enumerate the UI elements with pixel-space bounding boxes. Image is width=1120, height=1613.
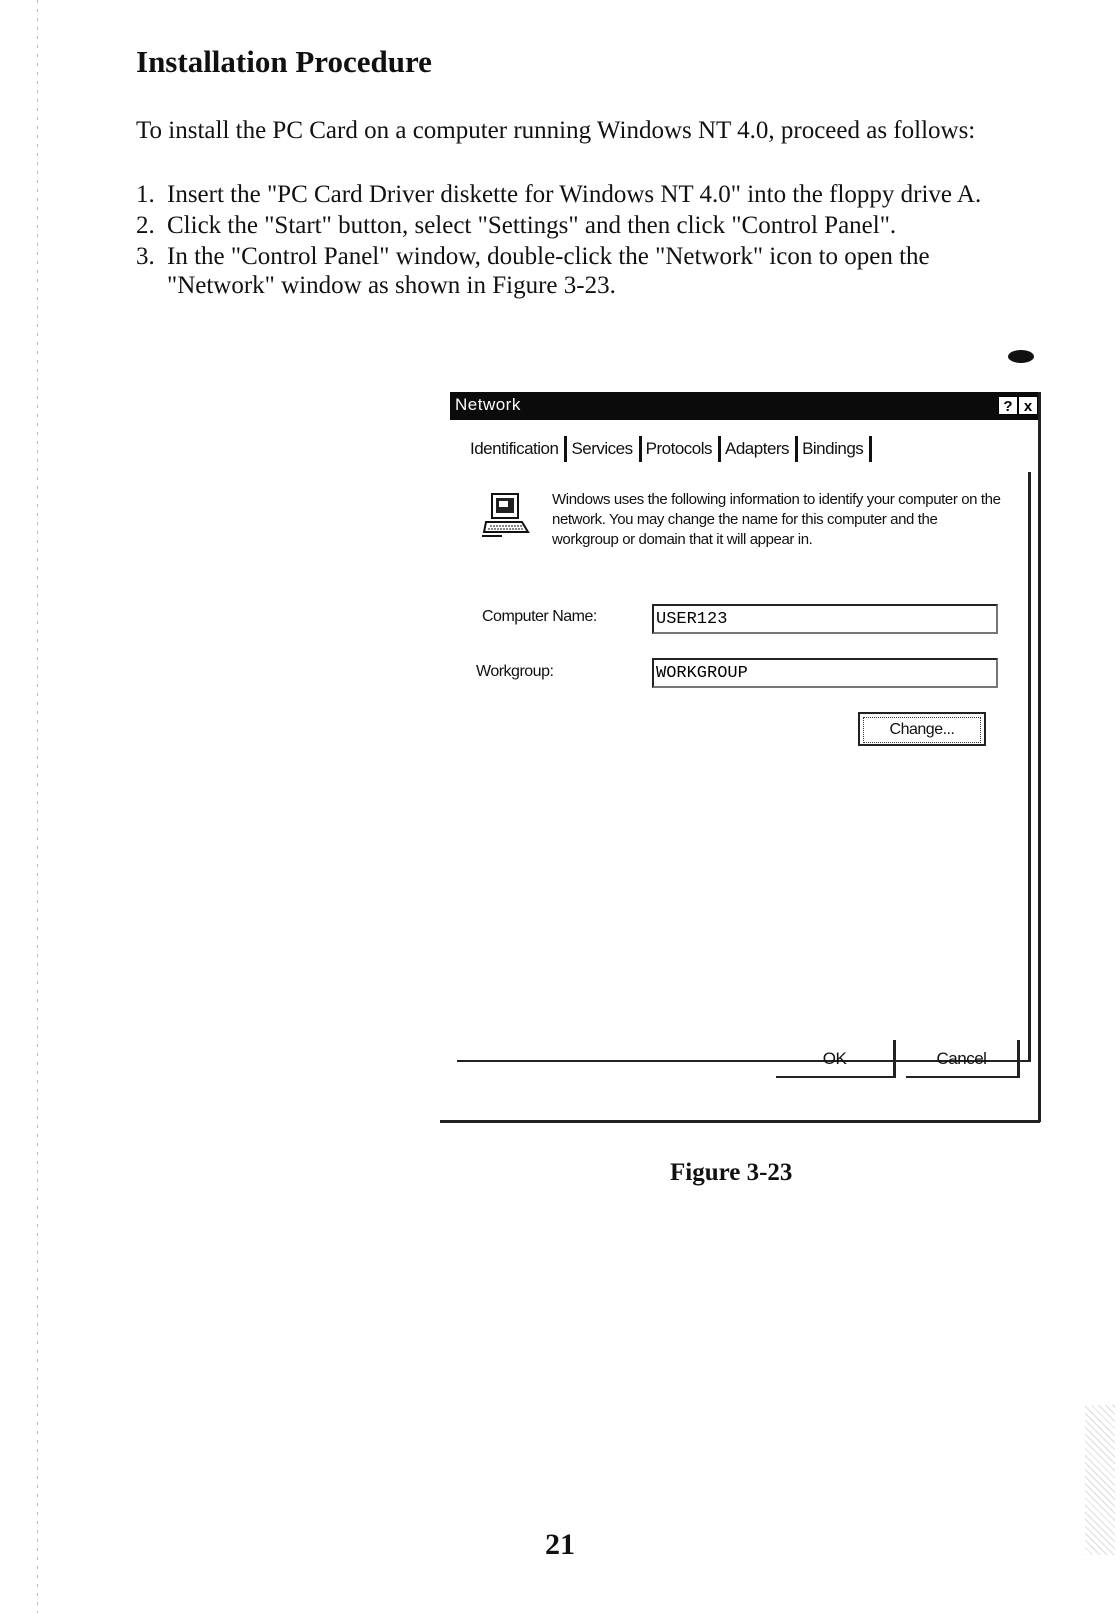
page-number: 21 [545,1528,575,1561]
dialog-frame-bottom [440,1120,1040,1123]
step-number: 1. [136,181,155,208]
steps-list [136,180,1036,302]
scan-speckle [1085,1405,1115,1555]
workgroup-field[interactable] [652,658,998,688]
step-number: 2. [136,212,155,239]
tab-adapters[interactable]: Adapters [721,436,798,462]
tab-identification[interactable]: Identification [470,436,567,462]
step-text: Insert the "PC Card Driver diskette for Windows NT 4.0" into the floppy drive A. [167,181,982,208]
section-heading: Installation Procedure [136,44,432,79]
figure-caption: Figure 3-23 [670,1159,793,1186]
computer-name-label: Computer Name: [482,608,597,625]
cancel-button[interactable]: Cancel [906,1040,1020,1078]
intro-paragraph: To install the PC Card on a computer running Windows NT 4.0, proceed as follows: [136,117,976,144]
ink-blot [1008,350,1034,363]
step-text: Click the "Start" button, select "Settings" and then click "Control Panel". [167,212,897,239]
computer-icon [482,492,530,538]
tab-panel-edge [1028,472,1031,1062]
change-button[interactable] [858,712,986,746]
network-dialog [440,390,1040,1125]
page-edge-rule [37,0,38,1613]
step-item [136,180,1036,209]
step-text: In the "Control Panel" window, double-click the "Network" icon to open the "Network" window as shown in Figure 3-23. [167,243,930,299]
ok-button[interactable]: OK [776,1040,896,1078]
dialog-titlebar [450,392,1038,420]
step-item [136,211,1036,240]
tab-strip [470,436,872,464]
step-item [136,242,1036,300]
identification-description: Windows uses the following information to identify your computer on the network. You may change the name for this computer and the workgroup or domain that it will appear in. [552,491,1001,548]
dialog-frame-edge [1038,392,1041,1122]
dialog-title: Network [455,395,521,414]
tab-bindings[interactable]: Bindings [798,436,872,462]
close-button[interactable]: x [1018,396,1038,415]
change-button-label: Change... [863,717,981,743]
workgroup-label: Workgroup: [476,663,554,680]
tab-protocols[interactable]: Protocols [642,436,721,462]
computer-name-field[interactable] [652,604,998,634]
step-number: 3. [136,243,155,270]
tab-services[interactable]: Services [567,436,641,462]
help-button[interactable]: ? [998,396,1018,415]
